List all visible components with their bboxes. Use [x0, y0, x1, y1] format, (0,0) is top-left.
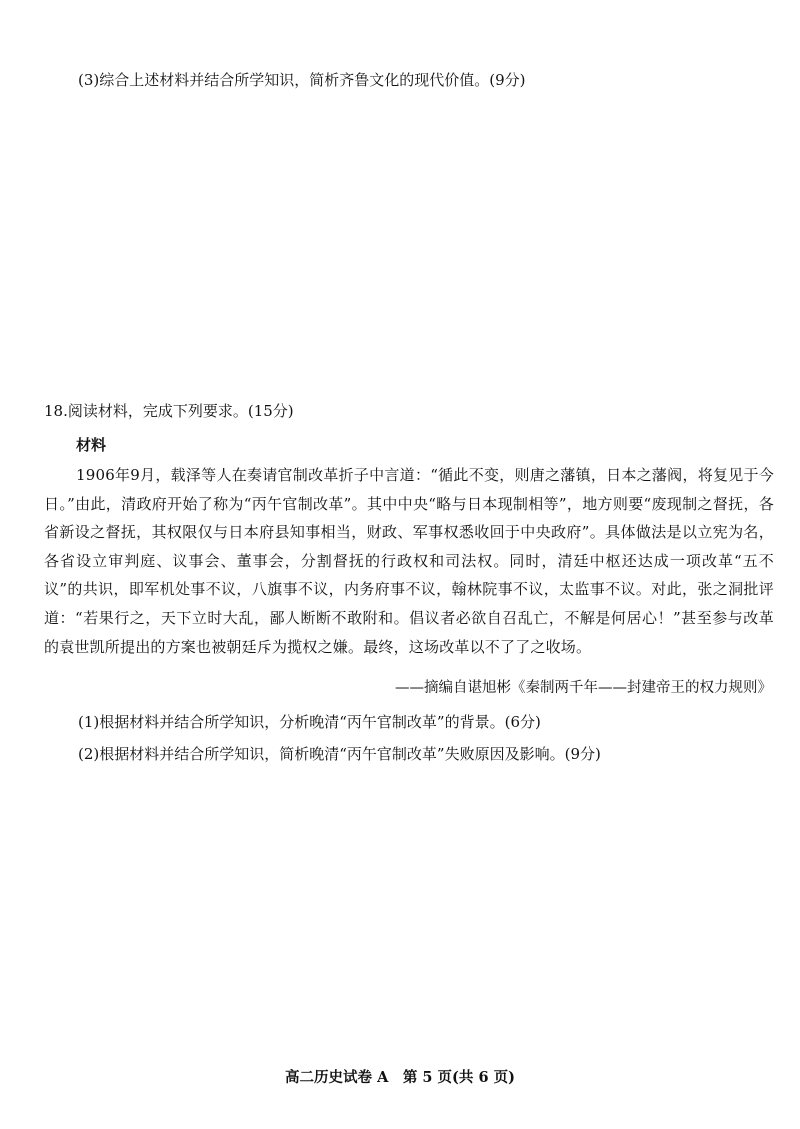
question-18-part2: (2)根据材料并结合所学知识，简析晚清“丙午官制改革”失败原因及影响。(9分)	[78, 745, 601, 763]
page-footer: 高二历史试卷 A 第 5 页(共 6 页)	[285, 1069, 515, 1086]
material-text: 1906年9月，载泽等人在奏请官制改革折子中言道：“循此不变，则唐之藩镇，日本之藩阀，将复见于今日。”由此，清政府开始了称为“丙午官制改革”。其中中央“略与日本现制相等”，地方则要“废现制之督抚，各省新设之督抚，其权限仅与日本府县知事相当，财政、军事权悉收回于中央政府”。具体做法是以立宪为名，各省设立审判庭、议事会、董事会，分割督抚的行政权和司法权。同时，清廷中枢还达成一项改革“五不议”的共识，即军机处事不议，八旗事不议，内务府事不议，翰林院事不议，太监事不议。对此，张之洞批评道：“若果行之，天下立时大乱，鄙人断断不敢附和。倡议者必欲自召乱亡，不解是何居心！”甚至参与改革的袁世凯所提出的方案也被朝廷斥为揽权之嫌。最终，这场改革以不了了之收场。	[44, 466, 774, 656]
material-source: ——摘编自谌旭彬《秦制两千年——封建帝王的权力规则》	[395, 680, 772, 696]
question-17-part3: (3)综合上述材料并结合所学知识，简析齐鲁文化的现代价值。(9分)	[78, 71, 526, 89]
material-label: 材料	[76, 436, 107, 454]
question-18-stem: 18.阅读材料，完成下列要求。(15分)	[44, 402, 294, 420]
question-18-part1: (1)根据材料并结合所学知识，分析晚清“丙午官制改革”的背景。(6分)	[78, 713, 541, 731]
